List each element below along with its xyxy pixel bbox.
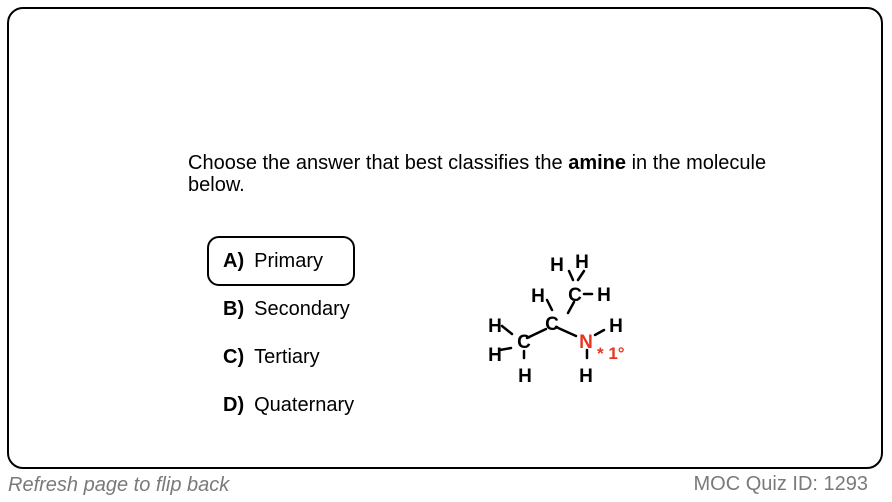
molecule-atom: H [488, 345, 502, 366]
question-text: Choose the answer that best classifies the amine in the molecule below. [188, 152, 767, 196]
molecule-atom: C [568, 285, 582, 306]
molecule-atom-nitrogen: N [579, 332, 593, 353]
molecule-atom: H [597, 285, 611, 306]
molecule-atom: H [609, 316, 623, 337]
quiz-card [7, 7, 883, 469]
molecule-atom: H [531, 286, 545, 307]
quiz-id: MOC Quiz ID: 1293 [693, 473, 868, 495]
molecule-atom: C [517, 332, 531, 353]
option-letter: D) [223, 393, 245, 416]
option-label: Quaternary [254, 393, 355, 416]
molecule-atom: H [488, 316, 502, 337]
option-d-button[interactable] [207, 380, 355, 430]
option-label: Secondary [254, 297, 350, 320]
molecule-structure [470, 240, 670, 390]
molecule-atom: H [550, 255, 564, 276]
option-letter: C) [223, 345, 245, 368]
option-letter: B) [223, 297, 245, 320]
refresh-hint: Refresh page to flip back [8, 474, 230, 496]
molecule-atom: C [545, 314, 559, 335]
option-label: Primary [254, 249, 323, 272]
molecule-atom: H [518, 366, 532, 387]
molecule-atom: H [575, 252, 589, 273]
option-c-button[interactable] [207, 332, 355, 382]
option-a-button[interactable] [207, 236, 355, 286]
question-bold-word: amine [568, 152, 627, 174]
option-label: Tertiary [254, 345, 320, 368]
option-letter: A) [223, 249, 245, 272]
amine-classification-label: * 1° [597, 344, 625, 363]
option-b-button[interactable] [207, 284, 355, 334]
molecule-atom: H [579, 366, 593, 387]
